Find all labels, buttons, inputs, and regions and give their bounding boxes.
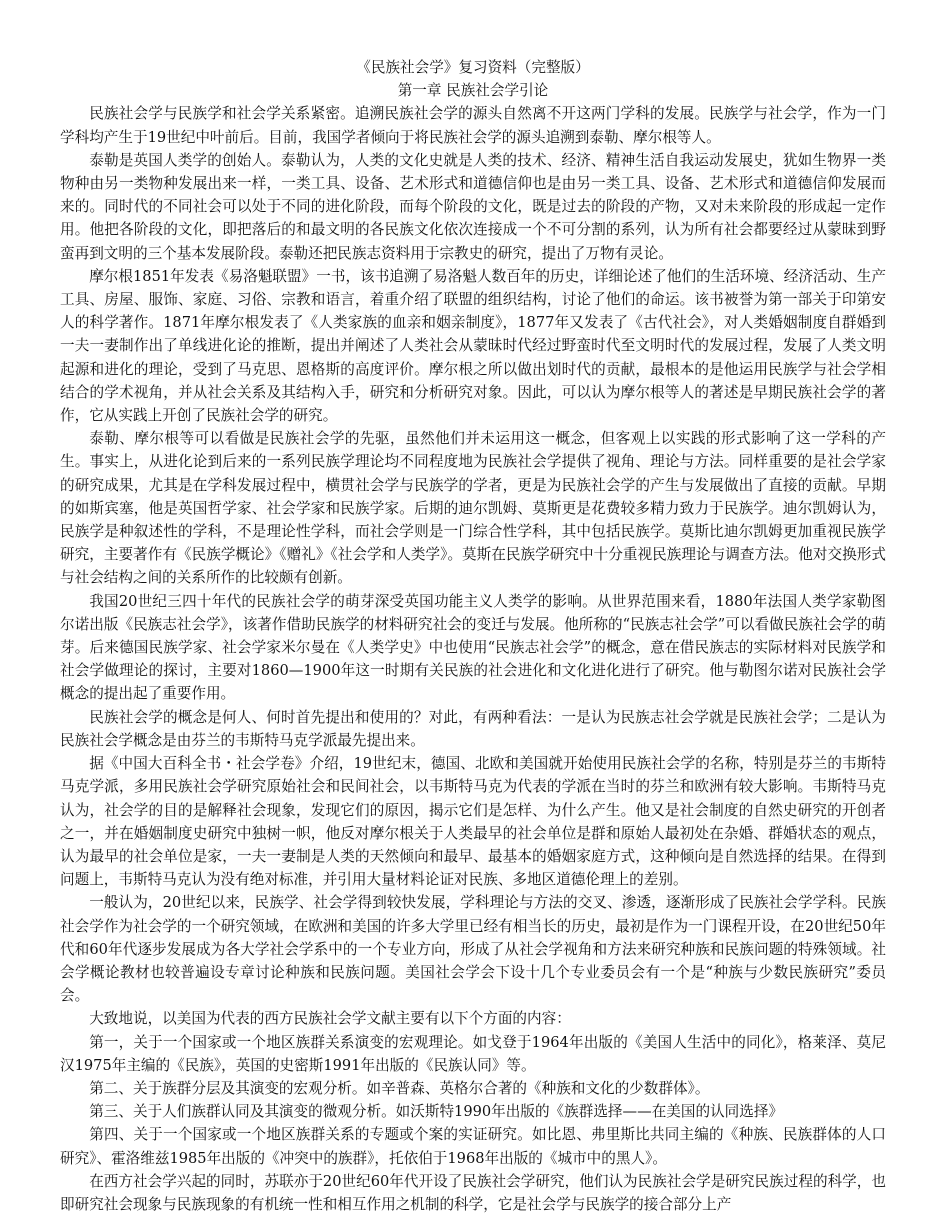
paragraph-13: 第四、关于一个国家或一个地区族群关系的专题或个案的实证研究。如比恩、弗里斯比共同主编的《种族、民族群体的人口研究》、霍洛维兹1985年出版的《冲突中的族群》，托依伯于1968年出版的《城市中的黑人》。 [60,1126,886,1167]
paragraph-10: 第一，关于一个国家或一个地区族群关系演变的宏观理论。如戈登于1964年出版的《美国人生活中的同化》，格莱泽、莫尼汉1975年主编的《民族》，英国的史密斯1991年出版的《民族认同》等。 [60,1033,886,1074]
paragraph-7: 据《中国大百科全书・社会学卷》介绍，19世纪末，德国、北欧和美国就开始使用民族社会学的名称，特别是芬兰的韦斯特马克学派，多用民族社会学研究原始社会和民间社会，以韦斯特马克为代表的学派在当时的芬兰和欧洲有较大影响。韦斯特马克认为，社会学的目的是解释社会现象，发现它们的原因，揭示它们是怎样、为什么产生。他又是社会制度的自然史研究的开创者之一，并在婚姻制度史研究中独树一帜，他反对摩尔根关于人类最早的社会单位是群和原始人最初处在杂婚、群婚状态的观点，认为最早的社会单位是家，一夫一妻制是人类的天然倾向和最早、最基本的婚姻家庭方式，这种倾向是自然选择的结果。在得到问题上，韦斯特马克认为没有绝对标准，并引用大量材料论证对民族、多地区道德伦理上的差别。 [60,755,886,889]
paragraph-11: 第二、关于族群分层及其演变的宏观分析。如辛普森、英格尔合著的《种族和文化的少数群体》。 [89,1079,710,1097]
paragraph-5: 我国20世纪三四十年代的民族社会学的萌芽深受英国功能主义人类学的影响。从世界范围来看，1880年法国人类学家勒图尔诺出版《民族志社会学》，该著作借助民族学的材料研究社会的变迁与发展。他所称的“民族志社会学”可以看做民族社会学的萌芽。后来德国民族学家、社会学家米尔曼在《人类学史》中也使用“民族志社会学”的概念，意在借民族志的实际材料对民族学和社会学做理论的探讨，主要对1860—1900年这一时期有关民族的社会进化和文化进化进行了研究。他与勒图尔诺对民族社会学概念的提出起了重要作用。 [60,592,886,703]
paragraph-3: 摩尔根1851年发表《易洛魁联盟》一书，该书追溯了易洛魁人数百年的历史，详细论述了他们的生活环境、经济活动、生产工具、房屋、服饰、家庭、习俗、宗教和语言，着重介绍了联盟的组织结构，讨论了他们的命运。该书被誉为第一部关于印第安人的科学著作。1871年摩尔根发表了《人类家族的血亲和姻亲制度》，1877年又发表了《古代社会》，对人类婚姻制度自群婚到一夫一妻制作出了单线进化论的推断，提出并阐述了人类社会从蒙昧时代经过野蛮时代至文明时代的发展过程，发展了人类文明起源和进化的理论，受到了马克思、恩格斯的高度评价。摩尔根之所以做出划时代的贡献，最根本的是他运用民族学与社会学相结合的学术视角，并从社会关系及其结构入手，研究和分析研究对象。因此，可以认为摩尔根等人的著述是早期民族社会学的著作，它从实践上开创了民族社会学的研究。 [60,267,886,425]
document-title: 《民族社会学》复习资料（完整版） [356,59,590,76]
paragraph-8: 一般认为，20世纪以来，民族学、社会学得到较快发展，学科理论与方法的交叉、渗透，逐渐形成了民族社会学学科。民族社会学作为社会学的一个研究领域，在欧洲和美国的许多大学里已经有相当长的历史，最初是作为一门课程开设，在20世纪50年代和60年代逐步发展成为各大学社会学系中的一个专业方向，形成了从社会学视角和方法来研究种族和民族问题的特殊领域。社会学概论教材也较普遍设专章讨论种族和民族问题。美国社会学会下设十几个专业委员会有一个是“种族与少数民族研究”委员会。 [60,894,886,1005]
paragraph-1: 民族社会学与民族学和社会学关系紧密。追溯民族社会学的源头自然离不开这两门学科的发展。民族学与社会学，作为一门学科均产生于19世纪中叶前后。目前，我国学者倾向于将民族社会学的源头追溯到泰勒、摩尔根等人。 [60,105,886,146]
paragraph-4: 泰勒、摩尔根等可以看做是民族社会学的先驱，虽然他们并未运用这一概念，但客观上以实践的形式影响了这一学科的产生。事实上，从进化论到后来的一系列民族学理论均不同程度地为民族社会学提供了视角、理论与方法。同样重要的是社会学家的研究成果，尤其是在学科发展过程中，横贯社会学与民族学的学者，更是为民族社会学的产生与发展做出了直接的贡献。早期的如斯宾塞，他是英国哲学家、社会学家和民族学家。后期的迪尔凯姆、莫斯更是花费较多精力致力于民族学。迪尔凯姆认为，民族学是种叙述性的学科，不是理论性学科，而社会学则是一门综合性学科，其中包括民族学。莫斯比迪尔凯姆更加重视民族学研究，主要著作有《民族学概论》《赠礼》《社会学和人类学》。莫斯在民族学研究中十分重视民族理论与调查方法。他对交换形式与社会结构之间的关系所作的比较颇有创新。 [60,430,886,587]
body-text [60,102,886,1216]
paragraph-9: 大致地说，以美国为代表的西方民族社会学文献主要有以下个方面的内容： [89,1010,571,1028]
paragraph-14: 在西方社会学兴起的同时，苏联亦于20世纪60年代开设了民族社会学研究，他们认为民族社会学是研究民族过程的科学，也即研究社会现象与民族现象的有机统一性和相互作用之机制的科学，它是社会学与民族学的接合部分上产 [60,1172,886,1213]
paragraph-6: 民族社会学的概念是何人、何时首先提出和使用的？对此，有两种看法：一是认为民族志社会学就是民族社会学；二是认为民族社会学概念是由芬兰的韦斯特马克学派最先提出来。 [60,708,886,749]
paragraph-12: 第三、关于人们族群认同及其演变的微观分析。如沃斯特1990年出版的《族群选择——在美国的认同选择》 [89,1103,784,1121]
chapter-title: 第一章 民族社会学引论 [397,82,549,100]
paragraph-2: 泰勒是英国人类学的创始人。泰勒认为，人类的文化史就是人类的技术、经济、精神生活自我运动发展史，犹如生物界一类物种由另一类物种发展出来一样，一类工具、设备、艺术形式和道德信仰也是由另一类工具、设备、艺术形式和道德信仰发展而来的。同时代的不同社会可以处于不同的进化阶段，而每个阶段的文化，既是过去的阶段的产物，又对未来阶段的形成起一定作用。他把各阶段的文化，即把落后的和最文明的各民族文化依次连接成一个不可分割的系列，认为所有社会都要经过从蒙昧到野蛮再到文明的三个基本发展阶段。泰勒还把民族志资料用于宗教史的研究，提出了万物有灵论。 [60,151,886,262]
